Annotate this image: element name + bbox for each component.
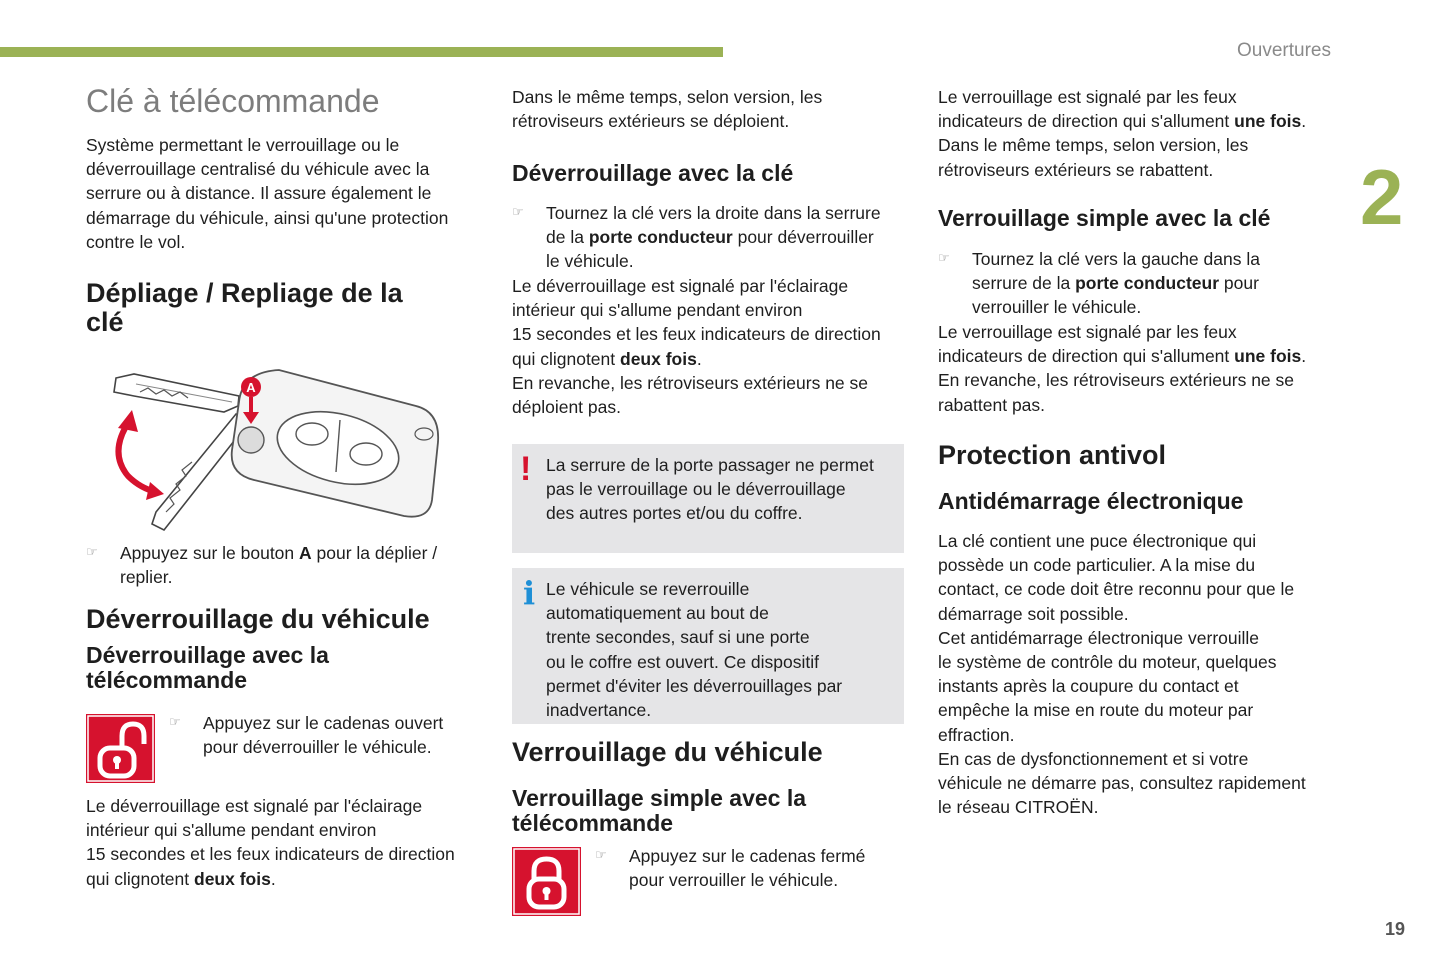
info-text bbox=[546, 577, 898, 722]
heading-line: télécommande bbox=[86, 667, 248, 693]
text-line: Système permettant le verrouillage ou le bbox=[86, 135, 400, 155]
text-line: serrure de la porte conducteur pour bbox=[972, 273, 1259, 294]
text-line: Le verrouillage est signalé par les feux bbox=[938, 322, 1237, 342]
text-line: le réseau CITROËN. bbox=[938, 797, 1099, 818]
text-line: déverrouillage centralisé du véhicule avec la bbox=[86, 159, 430, 180]
pointer-hand-icon: ☞ bbox=[86, 544, 98, 559]
lock-key-signal-paragraph bbox=[938, 320, 1343, 417]
intro-paragraph bbox=[86, 133, 486, 254]
warning-text bbox=[546, 453, 898, 526]
text-line: le véhicule. bbox=[546, 251, 634, 272]
text-line: replier. bbox=[120, 567, 173, 588]
text-line: pas le verrouillage ou le déverrouillage bbox=[546, 479, 846, 500]
text-line: intérieur qui s'allume pendant environ bbox=[86, 820, 377, 841]
heading-deverrouillage-vehicule: Déverrouillage du véhicule bbox=[86, 604, 430, 634]
bullet-deplier bbox=[86, 541, 520, 589]
text-line: La serrure de la porte passager ne permet bbox=[546, 455, 874, 475]
text-line: qui clignotent deux fois. bbox=[512, 348, 702, 369]
text-line: Dans le même temps, selon version, les bbox=[512, 87, 823, 107]
text-line: serrure ou à distance. Il assure également le bbox=[86, 183, 432, 204]
text-line: En revanche, les rétroviseurs extérieurs ne se bbox=[512, 372, 868, 393]
text-line: de la porte conducteur pour déverrouiller bbox=[546, 227, 874, 248]
text-line: contact, ce code doit être reconnu pour que le bbox=[938, 579, 1295, 600]
text-line: qui clignotent deux fois. bbox=[86, 868, 276, 889]
text-line: Appuyez sur le cadenas ouvert bbox=[203, 713, 444, 733]
key-fob-icon bbox=[232, 370, 438, 517]
bullet-unlock bbox=[169, 711, 513, 759]
text-line: rétroviseurs extérieurs se déploient. bbox=[512, 111, 790, 132]
text-line: effraction. bbox=[938, 724, 1015, 745]
unlock-padlock-icon bbox=[86, 714, 155, 783]
text-line: La clé contient une puce électronique qui bbox=[938, 531, 1257, 551]
text-line: Cet antidémarrage électronique verrouille bbox=[938, 627, 1260, 648]
button-label-a: A bbox=[246, 380, 256, 395]
heading-line: Verrouillage simple avec la bbox=[512, 785, 807, 811]
pointer-hand-icon: ☞ bbox=[169, 714, 181, 729]
heading-verrouillage-telecommande bbox=[512, 786, 806, 836]
pointer-hand-icon: ☞ bbox=[595, 847, 607, 862]
text-line: permet d'éviter les déverrouillages par bbox=[546, 675, 843, 696]
text-line: le système de contrôle du moteur, quelques bbox=[938, 652, 1277, 673]
text-line: Le véhicule se reverrouille bbox=[546, 579, 750, 599]
heading-protection-antivol: Protection antivol bbox=[938, 440, 1167, 470]
text-line: 15 secondes et les feux indicateurs de direction bbox=[86, 844, 455, 865]
unlock-signal-paragraph bbox=[86, 794, 496, 891]
text-line: des autres portes et/ou du coffre. bbox=[546, 503, 803, 524]
text-line: ou le coffre est ouvert. Ce dispositif bbox=[546, 651, 820, 672]
text-line: rétroviseurs extérieurs se rabattent. bbox=[938, 159, 1214, 180]
text-line: Le déverrouillage est signalé par l'éclairage bbox=[512, 276, 849, 296]
bullet-lock-key bbox=[938, 247, 1372, 320]
fold-button bbox=[238, 427, 264, 453]
text-line: intérieur qui s'allume pendant environ bbox=[512, 300, 803, 321]
text-line: Appuyez sur le bouton A pour la déplier / bbox=[120, 543, 438, 563]
text-line: contre le vol. bbox=[86, 231, 186, 252]
section-name: Ouvertures bbox=[1237, 40, 1331, 61]
heading-antidemarrage: Antidémarrage électronique bbox=[938, 488, 1244, 514]
antidemarrage-paragraph bbox=[938, 529, 1343, 819]
warning-exclamation-icon: ! bbox=[520, 450, 532, 488]
chapter-number: 2 bbox=[1360, 153, 1404, 241]
bullet-lock bbox=[595, 844, 939, 892]
heading-deverrouillage-telecommande bbox=[86, 643, 329, 693]
unlock-key-signal-paragraph bbox=[512, 274, 912, 419]
text-line: Appuyez sur le cadenas fermé bbox=[629, 846, 866, 866]
text-line: En revanche, les rétroviseurs extérieurs ne se bbox=[938, 370, 1294, 391]
info-i-icon: i bbox=[523, 574, 536, 612]
text-line: 15 secondes et les feux indicateurs de direction bbox=[512, 324, 881, 345]
text-line: inadvertance. bbox=[546, 700, 652, 721]
heading-depliage bbox=[86, 279, 403, 337]
mirrors-paragraph bbox=[512, 85, 912, 133]
heading-verrouillage-cle: Verrouillage simple avec la clé bbox=[938, 205, 1271, 231]
info-box bbox=[512, 568, 904, 724]
text-line: instants après la coupure du contact et bbox=[938, 676, 1239, 697]
text-line: automatiquement au bout de bbox=[546, 603, 769, 624]
page-number: 19 bbox=[1384, 919, 1405, 939]
text-line: indicateurs de direction qui s'allument une fois. bbox=[938, 111, 1307, 132]
text-line: verrouiller le véhicule. bbox=[972, 297, 1142, 318]
text-line: possède un code particulier. A la mise du bbox=[938, 555, 1256, 576]
key-illustration bbox=[104, 362, 449, 537]
text-line: trente secondes, sauf si une porte bbox=[546, 627, 810, 648]
text-line: empêche la mise en route du moteur par bbox=[938, 700, 1254, 721]
heading-line: Dépliage / Repliage de la bbox=[86, 278, 403, 308]
page-title: Clé à télécommande bbox=[86, 83, 380, 119]
text-line: pour verrouiller le véhicule. bbox=[629, 870, 839, 891]
text-line: Dans le même temps, selon version, les bbox=[938, 135, 1249, 156]
warning-box bbox=[512, 444, 904, 553]
bullet-unlock-key bbox=[512, 201, 946, 274]
text-line: démarrage du véhicule, ainsi qu'une protection bbox=[86, 207, 449, 228]
text-line: Le verrouillage est signalé par les feux bbox=[938, 87, 1237, 107]
text-line: démarrage soit possible. bbox=[938, 603, 1129, 624]
pointer-hand-icon: ☞ bbox=[938, 250, 950, 265]
text-line: rabattent pas. bbox=[938, 394, 1046, 415]
pointer-hand-icon: ☞ bbox=[512, 204, 524, 219]
text-line: déploient pas. bbox=[512, 397, 621, 418]
text-line: véhicule ne démarre pas, consultez rapidement bbox=[938, 773, 1306, 794]
heading-line: clé bbox=[86, 307, 124, 337]
text-line: indicateurs de direction qui s'allument une fois. bbox=[938, 346, 1307, 367]
text-line: pour déverrouiller le véhicule. bbox=[203, 737, 432, 758]
heading-line: Déverrouillage avec la bbox=[86, 642, 329, 668]
heading-verrouillage-vehicule: Verrouillage du véhicule bbox=[512, 737, 823, 767]
text-line: Tournez la clé vers la gauche dans la bbox=[972, 249, 1260, 269]
lock-padlock-icon bbox=[512, 847, 581, 916]
text-line: Le déverrouillage est signalé par l'éclairage bbox=[86, 796, 423, 816]
header-accent-bar bbox=[0, 47, 723, 57]
heading-deverrouillage-cle: Déverrouillage avec la clé bbox=[512, 160, 794, 186]
key-blade-folded-icon bbox=[114, 374, 239, 412]
text-line: En cas de dysfonctionnement et si votre bbox=[938, 748, 1249, 769]
text-line: Tournez la clé vers la droite dans la serrure bbox=[546, 203, 881, 223]
heading-line: télécommande bbox=[512, 810, 674, 836]
rotate-arrow-icon bbox=[118, 410, 164, 500]
lock-signal-paragraph bbox=[938, 85, 1343, 182]
